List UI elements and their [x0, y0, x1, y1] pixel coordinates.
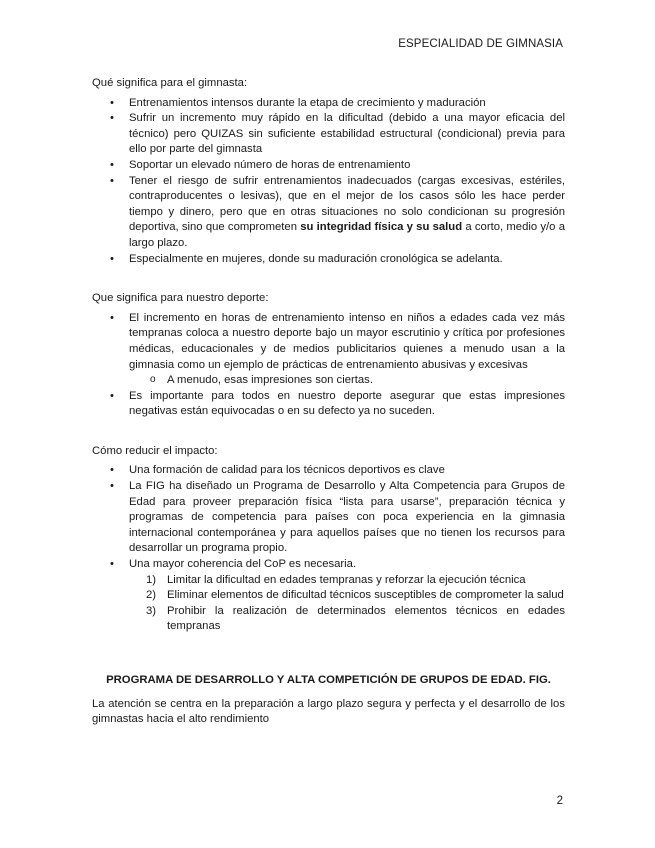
- list-item: • Entrenamientos intensos durante la etapa de crecimiento y maduración: [129, 96, 565, 112]
- list-item: • La FIG ha diseñado un Programa de Desarrollo y Alta Competencia para Grupos de Edad para proveer preparación física “lista para usarse”, preparación técnica y programas de competencia para países con poca experiencia en la gimnasia internacional contemporánea y para aquellos países que no tienen los recursos para desarrollar un programa propio.: [129, 479, 565, 557]
- program-heading: PROGRAMA DE DESARROLLO Y ALTA COMPETICIÓN DE GRUPOS DE EDAD. FIG.: [106, 674, 551, 686]
- list-item: • Una formación de calidad para los técnicos deportivos es clave: [129, 463, 565, 479]
- section-impact-title: Cómo reducir el impacto:: [92, 444, 218, 457]
- sub-list-item: o A menudo, esas impresiones son ciertas.: [167, 373, 565, 389]
- section-gymnast-title: Qué significa para el gimnasta:: [92, 77, 248, 89]
- document-body: [92, 76, 565, 728]
- item-text: Prohibir la realización de determinados elementos técnicos en edades tempranas: [167, 604, 565, 633]
- item-text: Tener el riesgo de sufrir entrenamientos inadecuados (cargas excesivas, estériles, contraproducentes o lesivas), que en el mejor de los casos sólo les hace perder tiempo y dinero, pero que en otras situaciones no solo condicionan su progresión deportiva, sino que comprometen: [129, 174, 565, 234]
- item-number: 1): [146, 573, 157, 586]
- numbered-list: [129, 573, 565, 635]
- numbered-item: [146, 604, 565, 635]
- item-text: Eliminar elementos de dificultad técnicos susceptibles de comprometer la salud: [167, 589, 564, 602]
- numbered-item: [146, 573, 565, 589]
- list-item: • Especialmente en mujeres, donde su maduración cronológica se adelanta.: [129, 252, 565, 268]
- item-emphasis: su integridad física y su salud: [300, 221, 463, 234]
- page-header-title: ESPECIALIDAD DE GIMNASIA: [398, 38, 563, 50]
- page-number: 2: [556, 795, 563, 807]
- list-item: • Es importante para todos en nuestro deporte asegurar que estas impresiones negativas están equivocadas o en su defecto ya no suceden.: [129, 389, 565, 420]
- sub-list: [129, 373, 565, 389]
- list-item: [129, 557, 565, 635]
- list-item: [129, 174, 565, 252]
- item-text: a corto, medio y/o a largo plazo.: [129, 221, 565, 249]
- sport-bullet-list: [92, 311, 565, 420]
- program-description: La atención se centra en la preparación a largo plazo segura y perfecta y el desarrollo de los gimnastas hacia el alto rendimiento: [92, 697, 565, 726]
- item-text: Una mayor coherencia del CoP es necesaria.: [129, 558, 357, 571]
- gymnast-bullet-list: [92, 96, 565, 268]
- impact-bullet-list: [92, 463, 565, 635]
- item-number: 3): [146, 604, 157, 617]
- list-item: [129, 311, 565, 389]
- numbered-item: [146, 588, 565, 604]
- list-item: • Sufrir un incremento muy rápido en la dificultad (debido a una mayor eficacia del técnico) pero QUIZAS sin suficiente estabilidad estructural (condicional) previa para ello por parte del gimnasta: [129, 111, 565, 158]
- item-number: 2): [146, 589, 157, 602]
- section-sport-title: Que significa para nuestro deporte:: [92, 292, 269, 305]
- item-text: El incremento en horas de entrenamiento intenso en niños a edades cada vez más tempranas coloca a nuestro deporte bajo un mayor escrutinio y crítica por profesiones médicas, educacionales y de medios publicitarios quienes a menudo usan a la gimnasia como un ejemplo de prácticas de entrenamiento abusivas y excesivas: [129, 311, 565, 371]
- item-text: Limitar la dificultad en edades tempranas y reforzar la ejecución técnica: [167, 573, 526, 586]
- list-item: • Soportar un elevado número de horas de entrenamiento: [129, 158, 565, 174]
